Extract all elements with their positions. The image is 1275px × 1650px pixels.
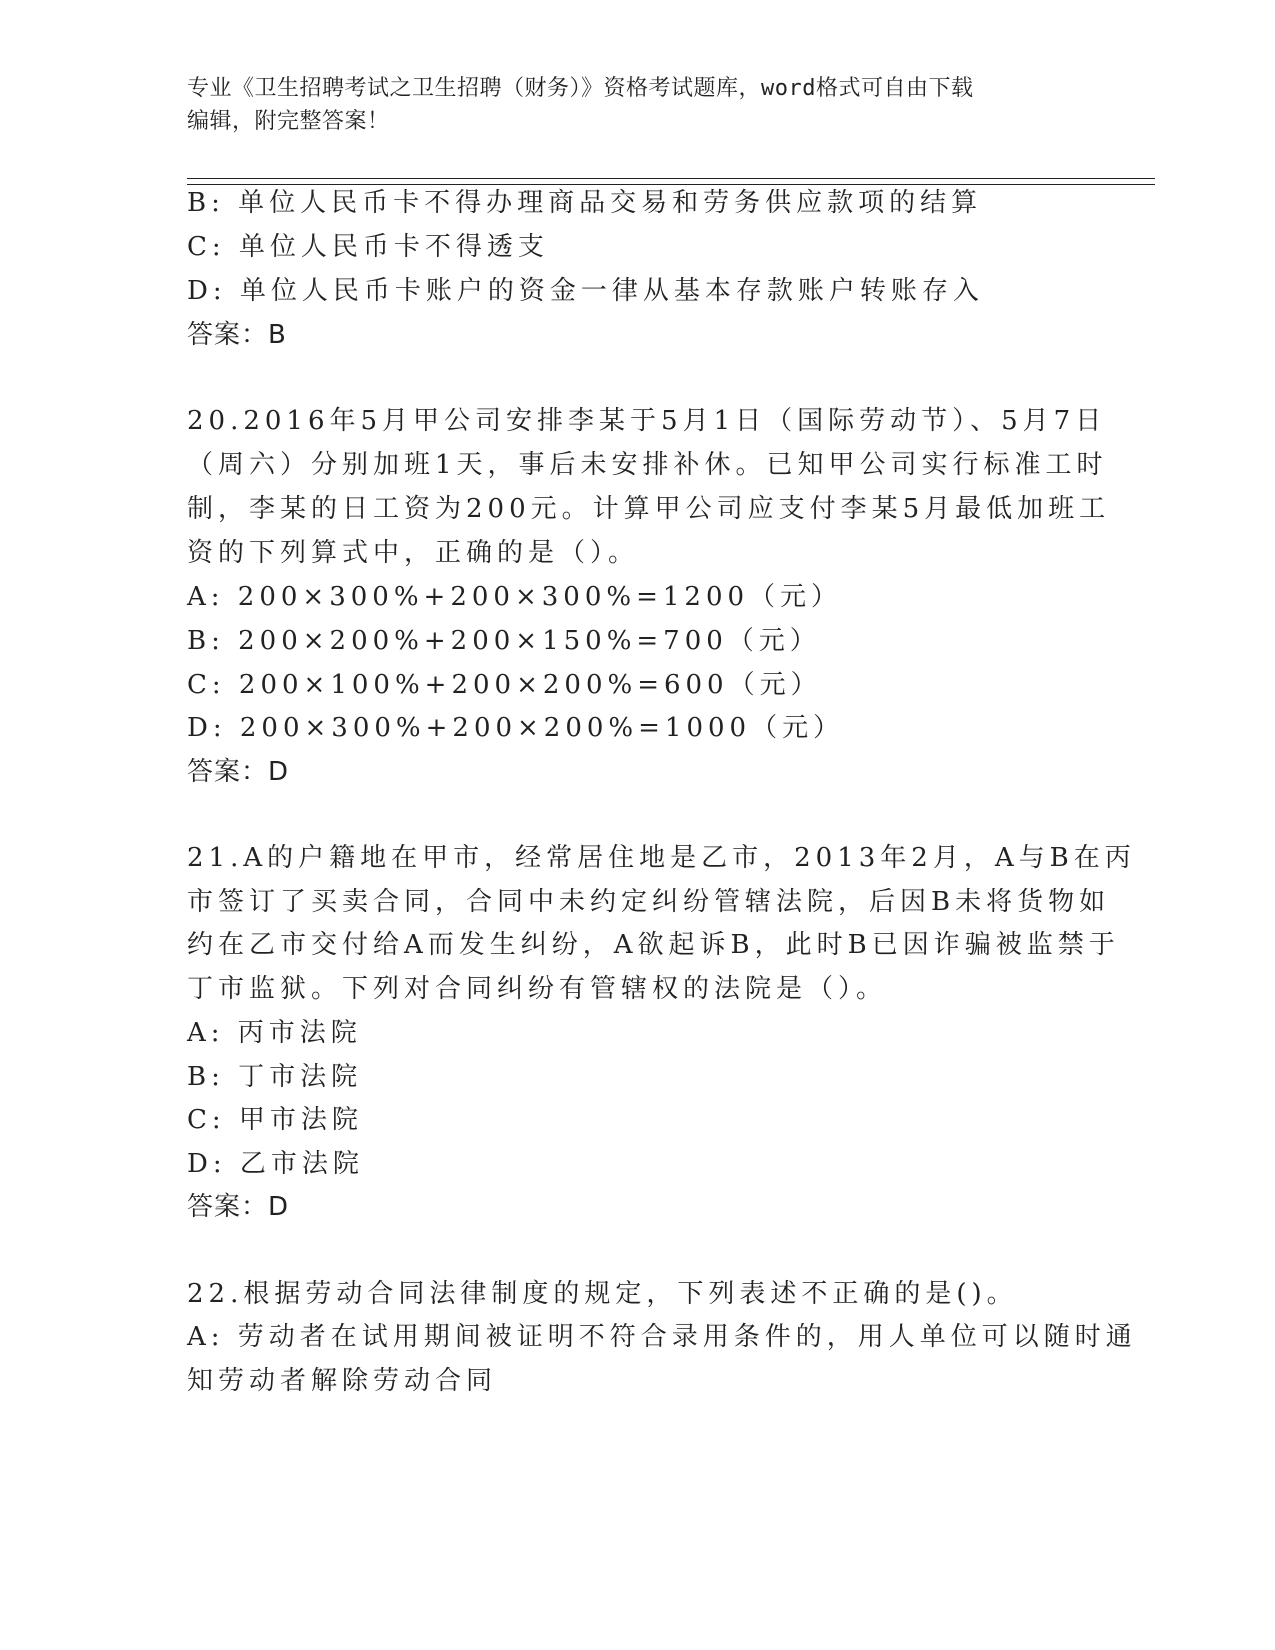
q22-option-a-line-2: 知劳动者解除劳动合同	[187, 1366, 498, 1396]
q19-option-c: C: 单位人民币卡不得透支	[187, 232, 549, 262]
q21-stem-line-1: 21.A的户籍地在甲市，经常居住地是乙市，2013年2月，A与B在丙	[187, 843, 1136, 873]
header-divider-bottom	[187, 184, 1155, 185]
q20-stem-line-3: 制，李某的日工资为200元。计算甲公司应支付李某5月最低加班工	[187, 494, 1111, 524]
q22-stem-line-1: 22.根据劳动合同法律制度的规定，下列表述不正确的是()。	[187, 1279, 1018, 1309]
q19-option-d: D: 单位人民币卡账户的资金一律从基本存款账户转账存入	[187, 276, 984, 306]
q21-stem-line-3: 约在乙市交付给A而发生纠纷，A欲起诉B，此时B已因诈骗被监禁于	[187, 930, 1120, 960]
document-header	[187, 72, 1087, 138]
q21-option-c: C: 甲市法院	[187, 1105, 363, 1135]
q20-option-c: C: 200×100%+200×200%=600（元）	[187, 670, 822, 700]
q20-option-d: D: 200×300%+200×200%=1000（元）	[187, 713, 845, 743]
header-line-2: 编辑，附完整答案！	[187, 109, 390, 134]
q20-stem-line-4: 资的下列算式中，正确的是（）。	[187, 538, 640, 568]
q21-stem-line-4: 丁市监狱。下列对合同纠纷有管辖权的法院是（）。	[187, 974, 888, 1004]
q20-answer: 答案：D	[187, 757, 290, 787]
header-divider-top	[187, 178, 1155, 179]
q21-option-a: A: 丙市法院	[187, 1018, 362, 1048]
q20-option-a: A: 200×300%+200×300%=1200（元）	[187, 582, 843, 612]
q20-stem-line-1: 20.2016年5月甲公司安排李某于5月1日（国际劳动节）、5月7日	[187, 406, 1107, 436]
q19-answer: 答案：B	[187, 320, 287, 350]
header-line-1: 专业《卫生招聘考试之卫生招聘（财务）》资格考试题库，word格式可自由下载	[187, 76, 974, 101]
q19-option-b: B: 单位人民币卡不得办理商品交易和劳务供应款项的结算	[187, 188, 983, 218]
q22-option-a-line-1: A: 劳动者在试用期间被证明不符合录用条件的，用人单位可以随时通	[187, 1322, 1137, 1352]
q21-stem-line-2: 市签订了买卖合同，合同中未约定纠纷管辖法院，后因B未将货物如	[187, 887, 1111, 917]
q21-option-d: D: 乙市法院	[187, 1149, 364, 1179]
q21-answer: 答案：D	[187, 1192, 290, 1222]
q20-stem-line-2: （周六）分别加班1天，事后未安排补休。已知甲公司实行标准工时	[187, 450, 1108, 480]
q20-option-b: B: 200×200%+200×150%=700（元）	[187, 626, 821, 656]
q21-option-b: B: 丁市法院	[187, 1062, 363, 1092]
